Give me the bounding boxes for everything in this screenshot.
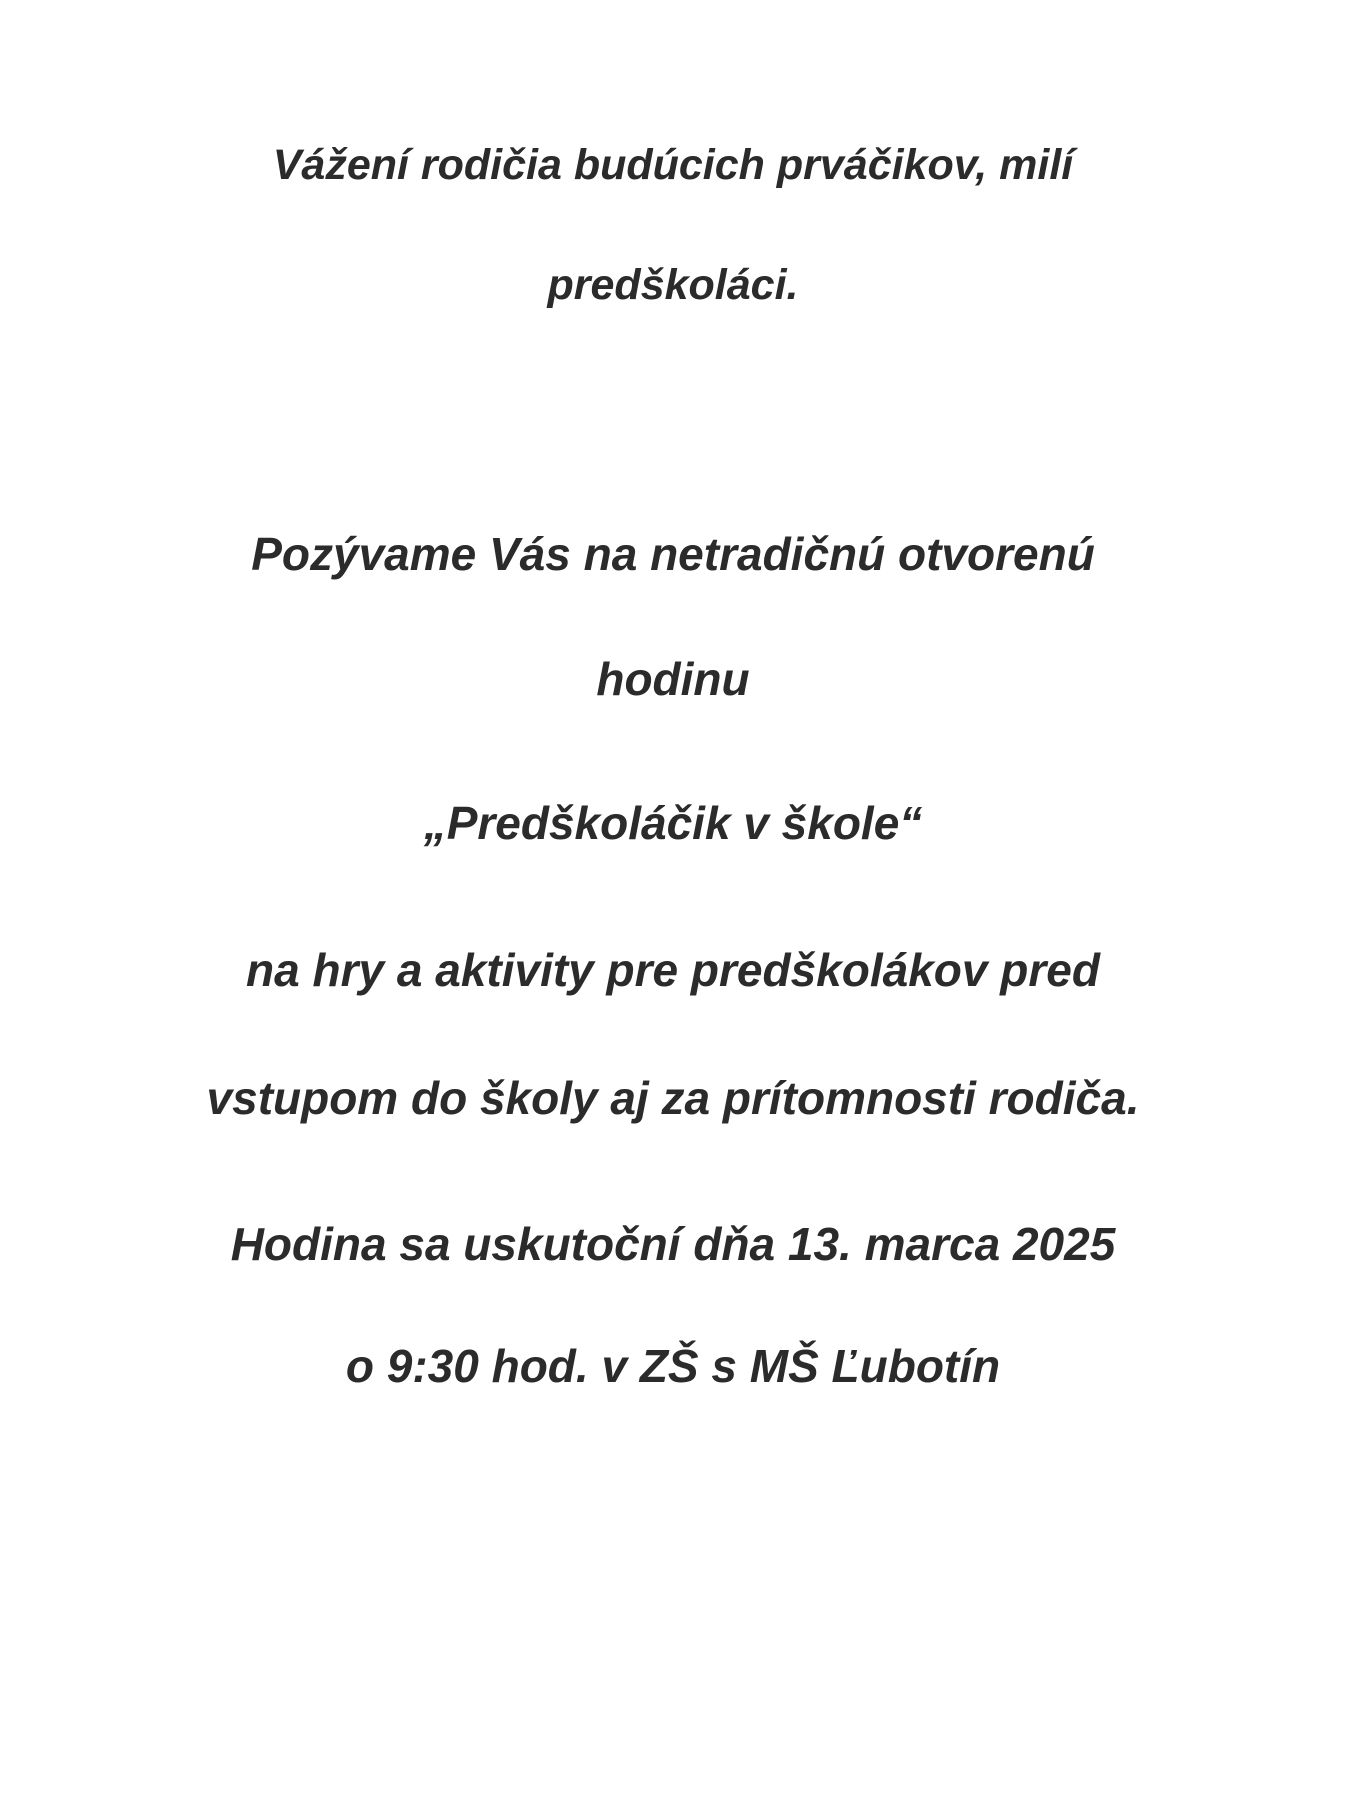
invitation-line-3: na hry a aktivity pre predškolákov pred bbox=[246, 944, 1100, 996]
invitation-line-4: vstupom do školy aj za prítomnosti rodiča. bbox=[206, 1072, 1140, 1124]
time-place-line: o 9:30 hod. v ZŠ s MŠ Ľubotín bbox=[345, 1340, 1001, 1392]
invitation-line-1: Pozývame Vás na netradičnú otvorenú bbox=[251, 528, 1095, 580]
date-line: Hodina sa uskutoční dňa 13. marca 2025 bbox=[230, 1218, 1116, 1270]
greeting-line-2: predškoláci. bbox=[547, 261, 799, 309]
invitation-line-2: hodinu bbox=[596, 653, 750, 705]
greeting-line-1: Vážení rodičia budúcich prváčikov, milí bbox=[272, 141, 1074, 189]
event-title: „Predškoláčik v škole“ bbox=[423, 797, 923, 849]
